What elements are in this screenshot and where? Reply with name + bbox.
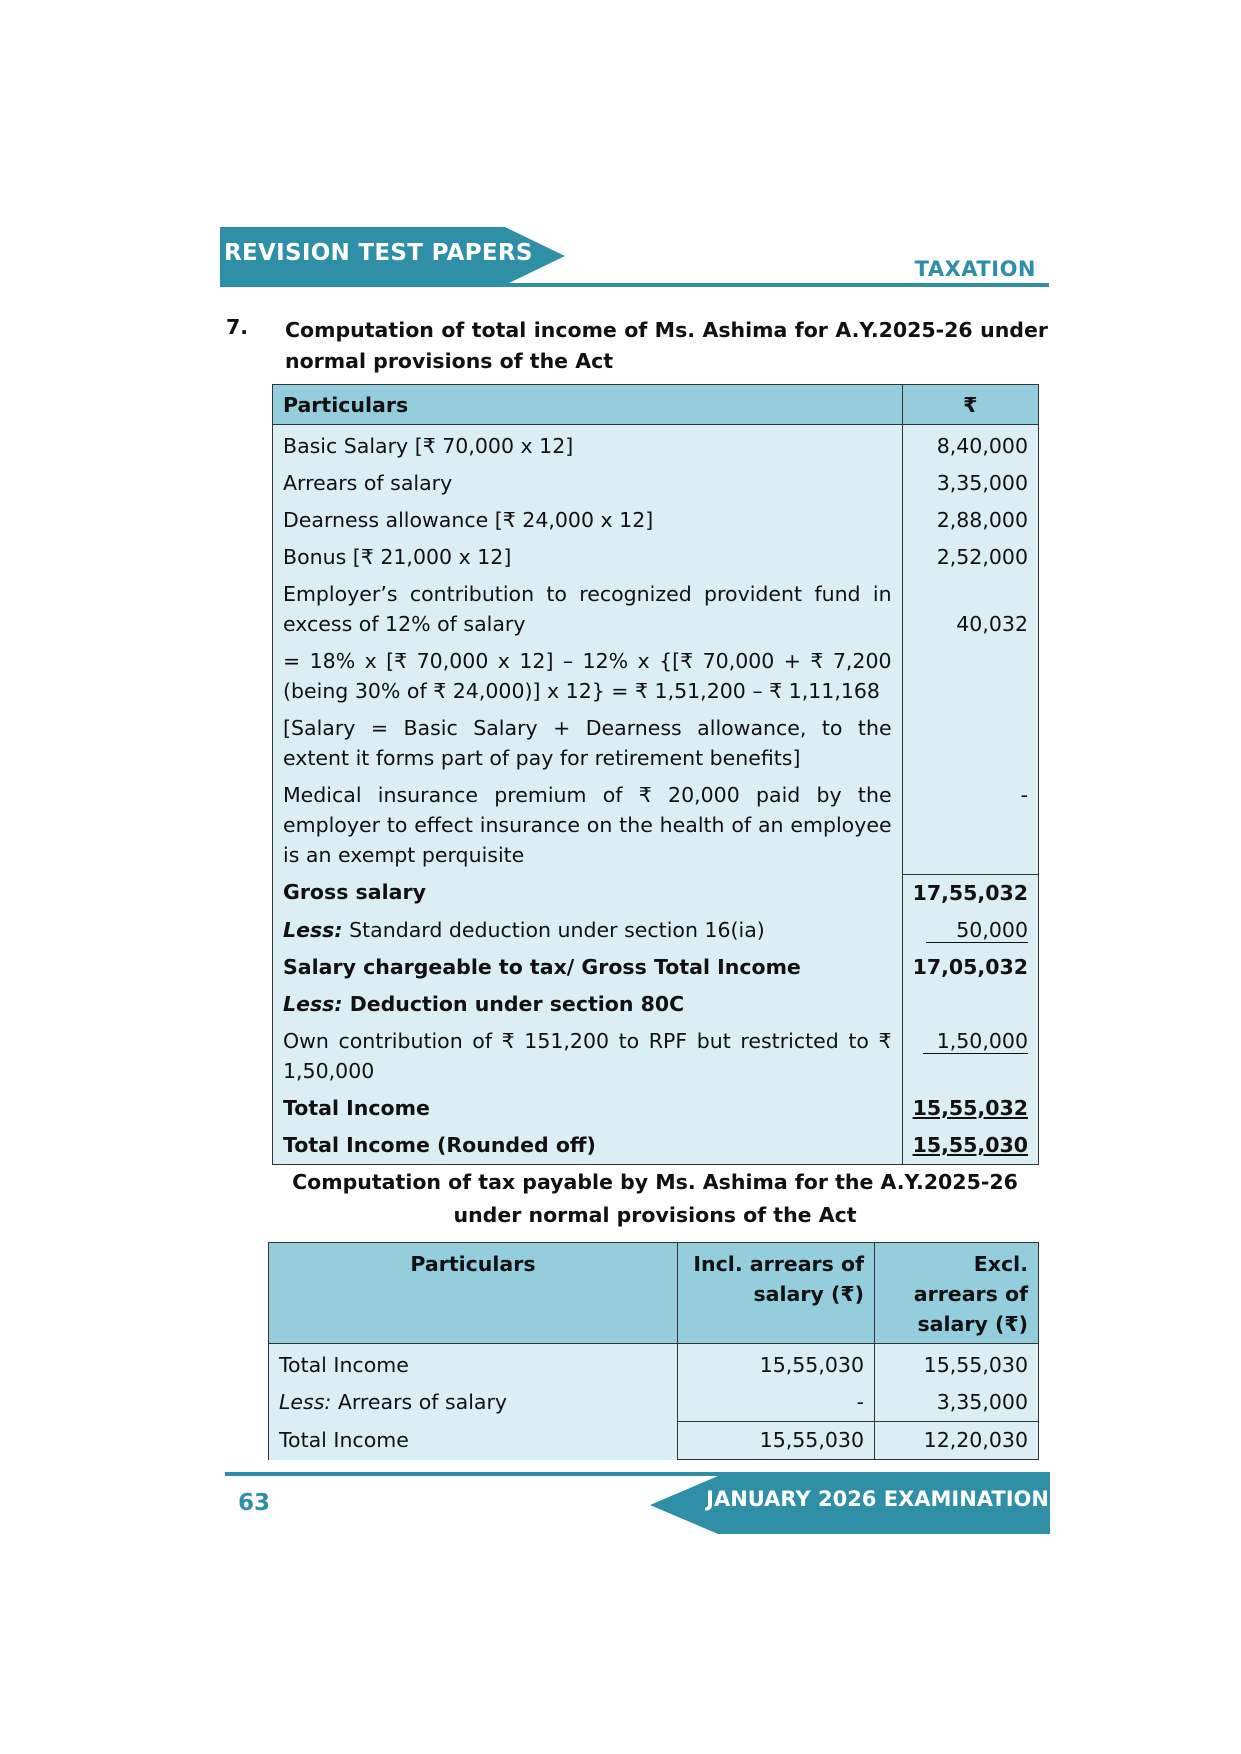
salary-chargeable-amount: 17,05,032	[902, 949, 1038, 986]
table-row	[269, 1384, 1039, 1422]
table-row	[273, 576, 1039, 643]
bonus-label: Bonus [₹ 21,000 x 12]	[273, 539, 903, 576]
table-header-row	[269, 1243, 1039, 1344]
employer-rpf-note: [Salary = Basic Salary + Dearness allowance, to the extent it forms part of pay for retirement benefits]	[273, 710, 903, 777]
arrears-label: Arrears of salary	[273, 465, 903, 502]
table-row	[273, 1127, 1039, 1165]
gross-salary-amount: 17,55,032	[902, 874, 1038, 912]
da-amount: 2,88,000	[902, 502, 1038, 539]
table-row	[273, 912, 1039, 949]
table-row	[273, 949, 1039, 986]
excl-arrears-header: Excl. arrears of salary (₹)	[875, 1243, 1039, 1344]
footer-exam-label: JANUARY 2026 EXAMINATION	[706, 1487, 1049, 1511]
total-income-rounded-label: Total Income (Rounded off)	[273, 1127, 903, 1165]
page-number: 63	[238, 1490, 271, 1516]
question-number: 7.	[226, 315, 249, 339]
table-row	[273, 986, 1039, 1023]
header-title: REVISION TEST PAPERS	[224, 240, 533, 266]
table-row	[273, 1090, 1039, 1127]
bonus-amount: 2,52,000	[902, 539, 1038, 576]
tax-row-label: Total Income	[269, 1344, 678, 1385]
amount-header: ₹	[902, 385, 1038, 425]
table-row	[269, 1422, 1039, 1460]
deduction-80c-prefix: Less:	[283, 991, 343, 1016]
std-deduction-prefix: Less:	[283, 917, 343, 942]
tax-row-excl: 15,55,030	[875, 1344, 1039, 1385]
table-row	[273, 710, 1039, 777]
tax-row-label: Arrears of salary	[331, 1390, 508, 1415]
tax-row-label: Total Income	[269, 1422, 678, 1460]
employer-rpf-calc: = 18% x [₹ 70,000 x 12] – 12% x {[₹ 70,000 + ₹ 7,200 (being 30% of ₹ 24,000)] x 12} = ₹ 1,51,200 – ₹ 1,11,168	[273, 643, 903, 710]
question-title: Computation of total income of Ms. Ashima for A.Y.2025-26 under normal provisions of the Act	[285, 318, 1048, 373]
own-contribution-amount: 1,50,000	[923, 1029, 1028, 1054]
tax-section-title: Computation of tax payable by Ms. Ashima for the A.Y.2025-26 under normal provisions of the Act	[292, 1170, 1018, 1227]
tax-computation-table	[268, 1242, 1039, 1460]
table-row	[273, 777, 1039, 874]
own-contribution-label: Own contribution of ₹ 151,200 to RPF but restricted to ₹ 1,50,000	[273, 1023, 903, 1090]
table-row	[273, 1023, 1039, 1090]
table-row	[273, 874, 1039, 912]
basic-salary-label: Basic Salary [₹ 70,000 x 12]	[273, 425, 903, 466]
particulars-header: Particulars	[269, 1243, 678, 1344]
header-rule	[220, 283, 1049, 287]
deduction-80c-label: Deduction under section 80C	[342, 991, 685, 1016]
medical-amount: -	[902, 777, 1038, 874]
table-row	[273, 502, 1039, 539]
tax-row-excl: 12,20,030	[875, 1422, 1039, 1460]
arrears-amount: 3,35,000	[902, 465, 1038, 502]
income-computation-table	[272, 384, 1039, 1165]
tax-row-incl: -	[678, 1384, 875, 1422]
tax-row-excl: 3,35,000	[875, 1384, 1039, 1422]
std-deduction-label: Standard deduction under section 16(ia)	[342, 917, 765, 942]
tax-row-incl: 15,55,030	[678, 1422, 875, 1460]
tax-row-incl: 15,55,030	[678, 1344, 875, 1385]
employer-rpf-amount: 40,032	[902, 576, 1038, 643]
incl-arrears-header: Incl. arrears of salary (₹)	[678, 1243, 875, 1344]
table-row	[273, 643, 1039, 710]
std-deduction-amount: 50,000	[926, 918, 1028, 943]
basic-salary-amount: 8,40,000	[902, 425, 1038, 466]
total-income-label: Total Income	[273, 1090, 903, 1127]
salary-chargeable-label: Salary chargeable to tax/ Gross Total Income	[273, 949, 903, 986]
total-income-rounded-amount: 15,55,030	[902, 1127, 1038, 1165]
header-subject: TAXATION	[914, 257, 1036, 281]
table-row	[273, 425, 1039, 466]
da-label: Dearness allowance [₹ 24,000 x 12]	[273, 502, 903, 539]
employer-rpf-label: Employer’s contribution to recognized provident fund in excess of 12% of salary	[273, 576, 903, 643]
table-row	[269, 1344, 1039, 1385]
gross-salary-label: Gross salary	[273, 874, 903, 912]
total-income-amount: 15,55,032	[902, 1090, 1038, 1127]
table-row	[273, 539, 1039, 576]
table-row	[273, 465, 1039, 502]
table-header-row	[273, 385, 1039, 425]
particulars-header: Particulars	[273, 385, 903, 425]
medical-label: Medical insurance premium of ₹ 20,000 paid by the employer to effect insurance on the health of an employee is an exempt perquisite	[273, 777, 903, 874]
tax-row-prefix: Less:	[279, 1390, 332, 1415]
